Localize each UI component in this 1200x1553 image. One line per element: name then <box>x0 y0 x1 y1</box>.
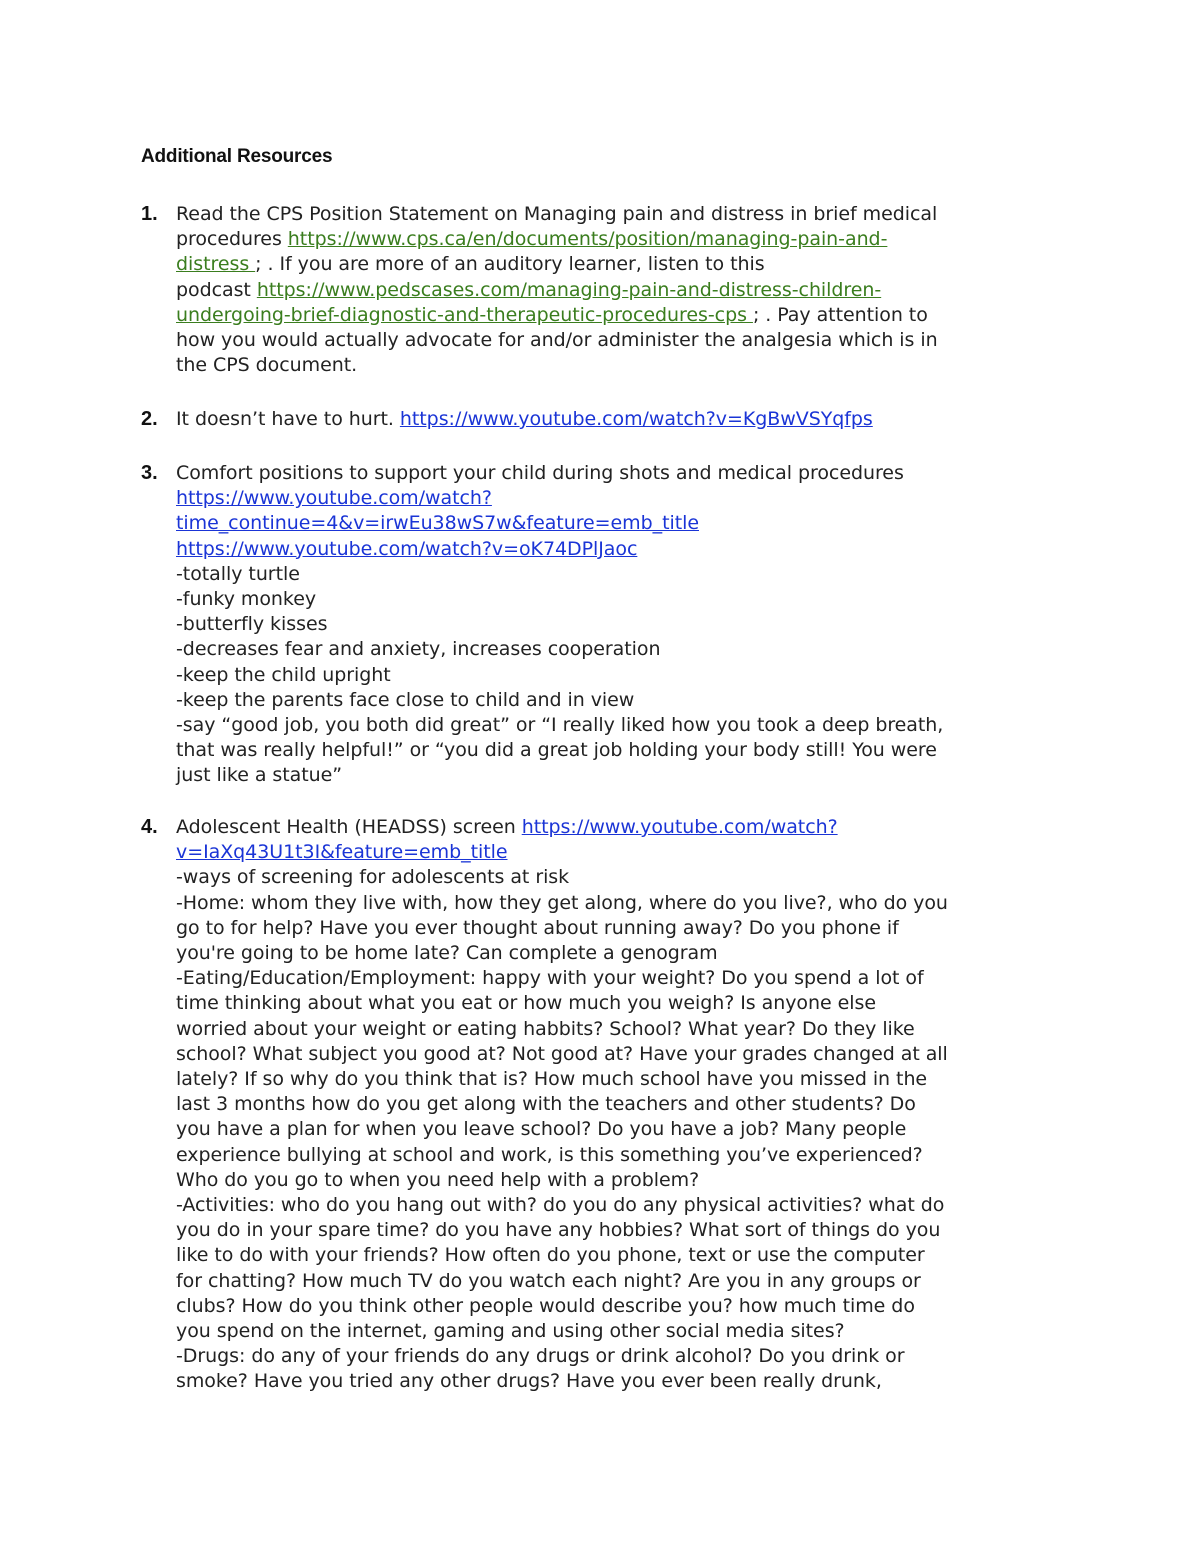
text-line: clubs? How do you think other people would describe you? how much time do <box>176 1294 915 1317</box>
item-number: 1. <box>141 203 158 225</box>
text-line: -keep the parents face close to child and in view <box>176 688 635 711</box>
youtube-hurt-link[interactable]: https://www.youtube.com/watch?v=KgBwVSYqfps <box>399 408 873 430</box>
text-line: -butterfly kisses <box>176 613 328 636</box>
text-line: -decreases fear and anxiety, increases cooperation <box>176 638 661 661</box>
list-item-2 <box>141 407 1071 432</box>
text-line: undergoing-brief-diagnostic-and-therapeutic-procedures-cps ; . Pay attention to <box>176 303 928 326</box>
list-item-4 <box>141 815 1071 1395</box>
item-body <box>176 202 1071 378</box>
pedscases-podcast-link[interactable]: https://www.pedscases.com/managing-pain-and-distress-children- <box>256 278 882 301</box>
text-line: Who do you go to when you need help with a problem? <box>176 1168 700 1191</box>
text-line: last 3 months how do you get along with the teachers and other students? Do <box>176 1093 916 1116</box>
text-line: you have a plan for when you leave school? Do you have a job? Many people <box>176 1118 907 1141</box>
item-number: 2. <box>141 408 158 430</box>
item-body <box>176 407 1071 432</box>
item-body <box>176 815 1071 1395</box>
text-line: distress ; . If you are more of an auditory learner, listen to this <box>176 253 765 276</box>
youtube-comfort-link-1-cont[interactable]: time_continue=4&v=irwEu38wS7w&feature=emb_title <box>176 512 699 535</box>
pedscases-podcast-link-cont[interactable]: undergoing-brief-diagnostic-and-therapeutic-procedures-cps <box>176 303 753 326</box>
text-line: for chatting? How much TV do you watch each night? Are you in any groups or <box>176 1269 921 1292</box>
text-line: podcast https://www.pedscases.com/managing-pain-and-distress-children- <box>176 278 882 301</box>
text-line: that was really helpful!” or “you did a great job holding your body still! You were <box>176 739 937 762</box>
youtube-headss-link-cont[interactable]: v=IaXq43U1t3I&feature=emb_title <box>176 841 508 864</box>
text-line <box>176 537 1071 562</box>
text-line: like to do with your friends? How often do you phone, text or use the computer <box>176 1244 925 1267</box>
text-line: just like a statue” <box>176 764 343 787</box>
text-line: lately? If so why do you think that is? How much school have you missed in the <box>176 1068 928 1091</box>
text-line: go to for help? Have you ever thought about running away? Do you phone if <box>176 916 899 939</box>
text-line: It doesn’t have to hurt. https://www.youtube.com/watch?v=KgBwVSYqfps <box>176 408 873 430</box>
youtube-headss-link[interactable]: https://www.youtube.com/watch? <box>521 816 838 838</box>
text-line: time thinking about what you eat or how much you weigh? Is anyone else <box>176 992 876 1015</box>
text-line <box>176 486 1071 511</box>
list-item-1 <box>141 202 1071 378</box>
text-line: Adolescent Health (HEADSS) screen https://www.youtube.com/watch? <box>176 816 838 838</box>
text-line: smoke? Have you tried any other drugs? Have you ever been really drunk, <box>176 1370 882 1393</box>
cps-statement-link[interactable]: https://www.cps.ca/en/documents/position/managing-pain-and- <box>287 228 888 251</box>
text-line: Comfort positions to support your child during shots and medical procedures <box>176 462 904 484</box>
text-line: you're going to be home late? Can complete a genogram <box>176 942 718 965</box>
page-title: Additional Resources <box>141 146 333 167</box>
text-line: how you would actually advocate for and/or administer the analgesia which is in <box>176 329 938 352</box>
text-line: -say “good job, you both did great” or “I really liked how you took a deep breath, <box>176 714 944 737</box>
text-line: -keep the child upright <box>176 663 391 686</box>
text-line <box>176 511 1071 536</box>
text-line: -Home: whom they live with, how they get along, where do you live?, who do you <box>176 891 948 914</box>
item-number: 4. <box>141 816 158 838</box>
item-number: 3. <box>141 462 158 484</box>
youtube-comfort-link-2[interactable]: https://www.youtube.com/watch?v=oK74DPlJaoc <box>176 537 638 560</box>
text-line: -Eating/Education/Employment: happy with your weight? Do you spend a lot of <box>176 967 924 990</box>
text-line: -Drugs: do any of your friends do any drugs or drink alcohol? Do you drink or <box>176 1345 905 1368</box>
item-body <box>176 461 1071 789</box>
text-line: school? What subject you good at? Not good at? Have your grades changed at all <box>176 1042 948 1065</box>
text-line: you do in your spare time? do you have any hobbies? What sort of things do you <box>176 1219 941 1242</box>
text-line: the CPS document. <box>176 354 358 377</box>
text-line <box>176 840 1071 865</box>
text-line: worried about your weight or eating habbits? School? What year? Do they like <box>176 1017 915 1040</box>
cps-statement-link-cont[interactable]: distress <box>176 253 256 276</box>
text-line: Read the CPS Position Statement on Managing pain and distress in brief medical <box>176 203 938 225</box>
youtube-comfort-link-1[interactable]: https://www.youtube.com/watch? <box>176 487 492 510</box>
text-line: you spend on the internet, gaming and using other social media sites? <box>176 1320 845 1343</box>
text-line: -funky monkey <box>176 588 317 611</box>
text-line: -Activities: who do you hang out with? do you do any physical activities? what do <box>176 1194 945 1217</box>
text-line: -ways of screening for adolescents at risk <box>176 866 570 889</box>
list-item-3 <box>141 461 1071 789</box>
text-line: procedures https://www.cps.ca/en/documents/position/managing-pain-and- <box>176 228 888 251</box>
text-line: -totally turtle <box>176 562 300 585</box>
text-line: experience bullying at school and work, is this something you’ve experienced? <box>176 1143 923 1166</box>
